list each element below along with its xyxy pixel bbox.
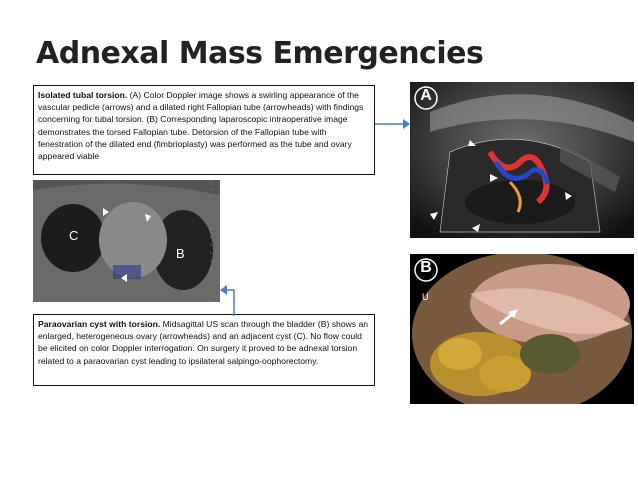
caption-body: (A) Color Doppler image shows a swirling appearance of the vascular pedicle (arrows) and a dilated right Fallopian tube (arrowheads) with findings concerning for tubal torsion. (B) Corresponding laparoscopic intraoperative image demonstrates the torsed Fallopian tube. Detorsion of the Fallopian tube with fenestration of the dilated end (fimbrioplasty) was performed as the tube and ovary appeared viable [38,90,364,162]
image-label-a: A [420,87,432,104]
cyst-label: C [69,228,79,243]
doppler-ultrasound-image [410,82,634,238]
caption-heading: Paraovarian cyst with torsion. [38,319,161,329]
caption-paraovarian-cyst [33,314,375,386]
slide-title: Adnexal Mass Emergencies [36,36,484,71]
uterus-marker: U [422,292,429,302]
arrow-to-ultrasound-image [218,284,238,316]
grayscale-ultrasound-image [33,180,220,302]
caption-body: Midsagittal US scan through the bladder (B) shows an enlarged, heterogeneous ovary (arrowheads) and an adjacent cyst (C). No flow could be elicited on color Doppler interrogation. On surgery it proved to be adnexal torsion related to a paraovarian cyst leading to ipsilateral salpingo-oophorectomy. [38,319,369,366]
caption-tubal-torsion [33,85,375,175]
image-label-b: B [420,259,432,276]
arrow-to-image-a [375,118,411,130]
laparoscopic-image [410,254,634,404]
caption-heading: Isolated tubal torsion. [38,90,128,100]
bladder-label: B [176,246,185,261]
